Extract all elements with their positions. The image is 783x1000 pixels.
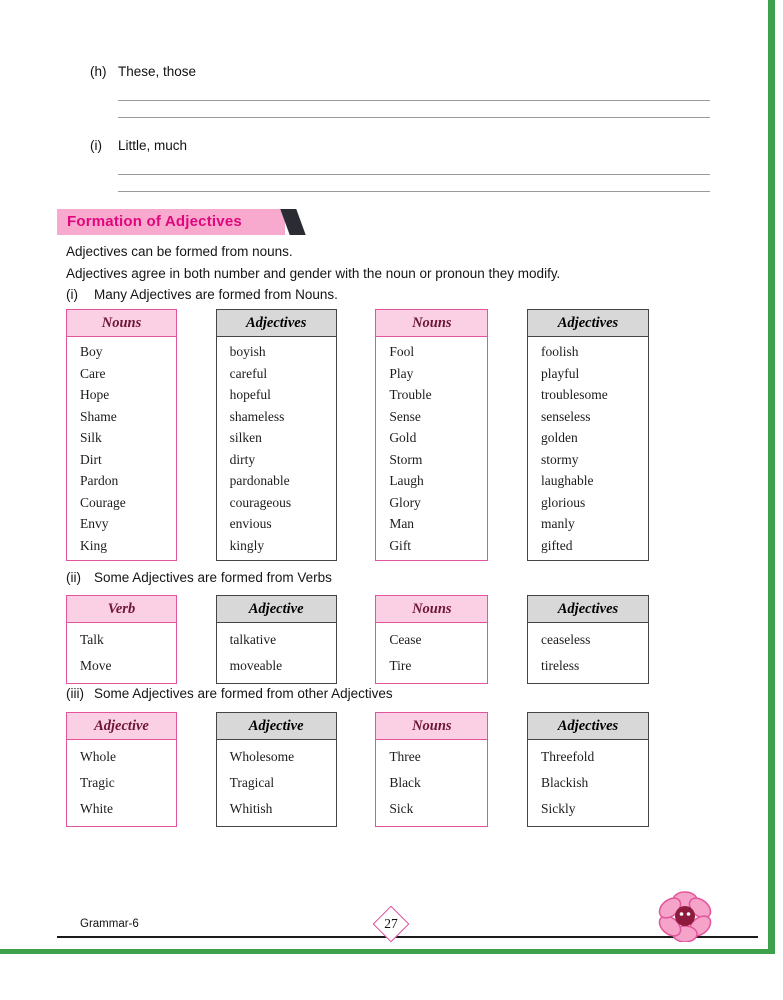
table-cell: Glory bbox=[389, 494, 421, 510]
answer-line bbox=[118, 79, 710, 101]
table-cell: Three bbox=[389, 749, 421, 764]
subsection-label: (ii) bbox=[66, 570, 81, 585]
table-cell: stormy bbox=[540, 451, 579, 467]
table-cell: Tire bbox=[389, 658, 412, 673]
table-cell: Courage bbox=[80, 494, 126, 510]
subsection-i bbox=[0, 287, 783, 561]
table-cell: Sick bbox=[389, 801, 414, 816]
table-body bbox=[376, 623, 487, 683]
word-table bbox=[216, 309, 337, 561]
subsection-iii bbox=[0, 686, 783, 827]
word-table bbox=[527, 309, 649, 561]
table-cell: Trouble bbox=[389, 387, 432, 402]
table-cell: manly bbox=[540, 516, 575, 531]
table-body bbox=[528, 623, 648, 683]
table-cell: Boy bbox=[80, 344, 103, 359]
table-cell: Shame bbox=[80, 408, 117, 424]
table-cell: Black bbox=[389, 775, 421, 790]
exercise-item-label: (h) bbox=[90, 64, 107, 79]
table-cell: Gold bbox=[389, 430, 417, 445]
word-table bbox=[375, 595, 488, 684]
table-cell: gifted bbox=[540, 537, 573, 553]
table-cell: White bbox=[80, 801, 113, 816]
table-cell: pardonable bbox=[229, 473, 290, 488]
table-cell: Threefold bbox=[540, 749, 595, 764]
table-cell: Fool bbox=[389, 344, 415, 359]
word-table bbox=[66, 595, 177, 684]
table-cell: Pardon bbox=[80, 473, 119, 488]
answer-line bbox=[118, 175, 710, 192]
green-bottom-line bbox=[0, 949, 775, 954]
table-cell: senseless bbox=[540, 408, 591, 424]
table-cell: talkative bbox=[229, 632, 277, 647]
table-cell: glorious bbox=[540, 494, 586, 510]
table-body bbox=[528, 337, 648, 560]
spacer bbox=[90, 118, 715, 138]
word-table bbox=[527, 595, 649, 684]
table-cell: silken bbox=[229, 430, 262, 445]
table-cell: troublesome bbox=[540, 387, 608, 402]
table-cell: Envy bbox=[80, 516, 109, 531]
table-cell: Wholesome bbox=[229, 749, 295, 764]
table-body bbox=[67, 623, 176, 683]
section-title: Formation of Adjectives bbox=[67, 213, 242, 230]
table-body bbox=[217, 740, 336, 826]
table-header: Adjective bbox=[217, 596, 336, 623]
table-cell: Move bbox=[80, 658, 112, 673]
table-cell: Storm bbox=[389, 451, 423, 467]
subsection-heading bbox=[66, 287, 783, 303]
subsection-label: (iii) bbox=[66, 686, 84, 701]
section-banner bbox=[57, 209, 285, 235]
table-cell: tireless bbox=[540, 658, 580, 673]
flower-decoration bbox=[652, 890, 718, 942]
intro-paragraphs bbox=[66, 241, 726, 285]
page-number-diamond bbox=[373, 906, 409, 942]
tables-grid bbox=[66, 712, 649, 827]
table-cell: Man bbox=[389, 516, 415, 531]
answer-line bbox=[118, 101, 710, 118]
subsection-label: (i) bbox=[66, 287, 78, 302]
table-body bbox=[67, 740, 176, 826]
word-table bbox=[216, 712, 337, 827]
table-cell: Tragical bbox=[229, 775, 275, 790]
subsection-heading bbox=[66, 686, 783, 702]
book-title: Grammar-6 bbox=[80, 918, 139, 930]
table-cell: envious bbox=[229, 516, 272, 531]
subsection-ii bbox=[0, 570, 783, 684]
exercise-item-i bbox=[90, 138, 715, 153]
table-cell: moveable bbox=[229, 658, 283, 673]
table-cell: Sickly bbox=[540, 801, 576, 816]
table-cell: Dirt bbox=[80, 451, 102, 467]
table-cell: Talk bbox=[80, 632, 104, 647]
table-cell: King bbox=[80, 537, 107, 553]
table-cell: Laugh bbox=[389, 473, 424, 488]
table-cell: Silk bbox=[80, 430, 102, 445]
table-cell: ceaseless bbox=[540, 632, 591, 647]
exercise-item-text: These, those bbox=[118, 64, 197, 79]
table-cell: dirty bbox=[229, 451, 256, 467]
table-header: Adjective bbox=[217, 713, 336, 740]
table-cell: shameless bbox=[229, 408, 285, 424]
table-cell: courageous bbox=[229, 494, 292, 510]
table-cell: golden bbox=[540, 430, 578, 445]
table-header: Adjectives bbox=[528, 713, 648, 740]
subsection-text: Many Adjectives are formed from Nouns. bbox=[94, 287, 338, 302]
table-header: Nouns bbox=[376, 310, 487, 337]
table-cell: Whitish bbox=[229, 801, 273, 816]
table-cell: laughable bbox=[540, 473, 594, 488]
table-body bbox=[528, 740, 648, 826]
tables-grid bbox=[66, 595, 649, 684]
table-header: Adjectives bbox=[217, 310, 336, 337]
table-cell: Whole bbox=[80, 749, 116, 764]
table-cell: Tragic bbox=[80, 775, 115, 790]
table-cell: playful bbox=[540, 365, 580, 381]
table-cell: careful bbox=[229, 365, 268, 381]
exercise-item-h bbox=[90, 64, 715, 79]
exercise-item-label: (i) bbox=[90, 138, 102, 153]
table-header: Nouns bbox=[376, 713, 487, 740]
intro-paragraph: Adjectives can be formed from nouns. bbox=[66, 244, 293, 259]
table-cell: boyish bbox=[229, 344, 266, 359]
word-table bbox=[66, 309, 177, 561]
table-header: Nouns bbox=[67, 310, 176, 337]
table-cell: Hope bbox=[80, 387, 110, 402]
word-table bbox=[216, 595, 337, 684]
tables-grid bbox=[66, 309, 649, 561]
intro-paragraph: Adjectives agree in both number and gender with the noun or pronoun they modify. bbox=[66, 266, 561, 281]
table-body bbox=[217, 337, 336, 560]
subsection-heading bbox=[66, 570, 783, 586]
table-header: Adjectives bbox=[528, 310, 648, 337]
table-cell: Cease bbox=[389, 632, 422, 647]
answer-line bbox=[118, 153, 710, 175]
word-table bbox=[66, 712, 177, 827]
table-body bbox=[376, 337, 487, 560]
page-number: 27 bbox=[384, 916, 398, 931]
table-cell: Care bbox=[80, 365, 106, 381]
table-header: Adjectives bbox=[528, 596, 648, 623]
table-cell: Sense bbox=[389, 408, 421, 424]
table-body bbox=[217, 623, 336, 683]
table-header: Adjective bbox=[67, 713, 176, 740]
subsection-text: Some Adjectives are formed from other Adjectives bbox=[94, 686, 393, 701]
word-table bbox=[375, 309, 488, 561]
table-cell: Play bbox=[389, 365, 414, 381]
exercise-section bbox=[90, 64, 715, 192]
table-header: Verb bbox=[67, 596, 176, 623]
table-cell: Blackish bbox=[540, 775, 589, 790]
table-body bbox=[67, 337, 176, 560]
table-cell: kingly bbox=[229, 537, 265, 553]
table-cell: foolish bbox=[540, 344, 579, 359]
word-table bbox=[527, 712, 649, 827]
word-table bbox=[375, 712, 488, 827]
table-header: Nouns bbox=[376, 596, 487, 623]
subsection-text: Some Adjectives are formed from Verbs bbox=[94, 570, 332, 585]
table-body bbox=[376, 740, 487, 826]
table-cell: Gift bbox=[389, 537, 412, 553]
exercise-item-text: Little, much bbox=[118, 138, 188, 153]
table-cell: hopeful bbox=[229, 387, 271, 402]
